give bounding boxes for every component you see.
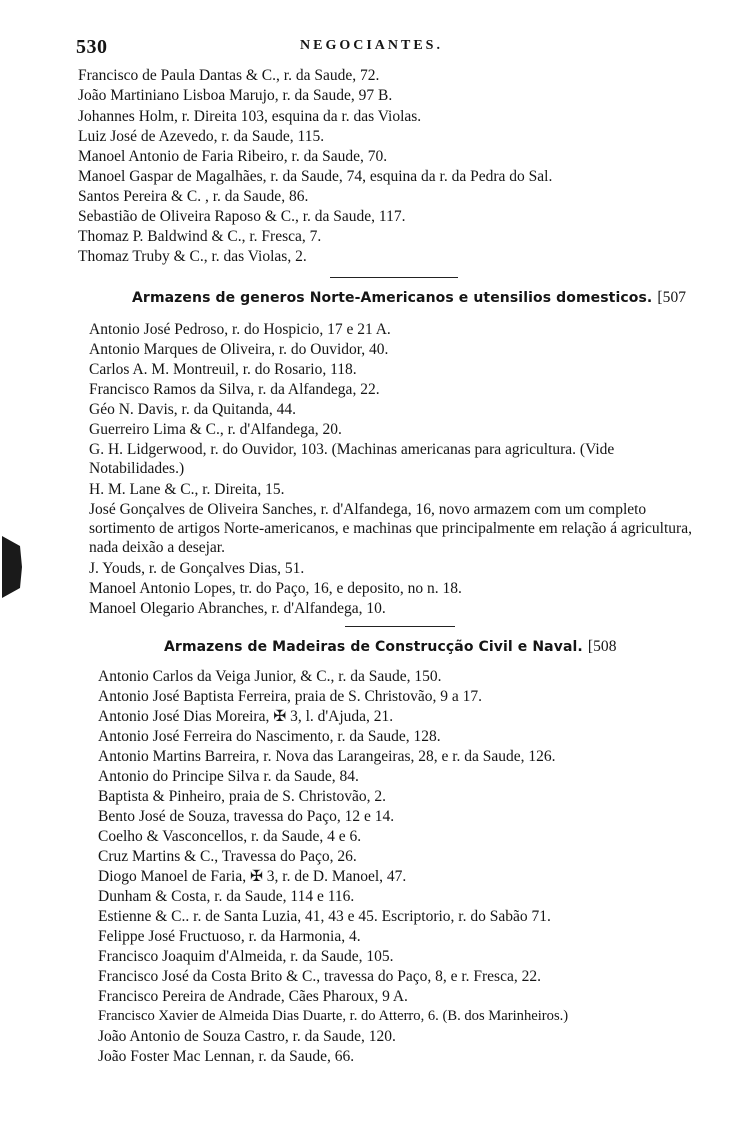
list-item: Carlos A. M. Montreuil, r. do Rosario, 118.: [89, 361, 357, 378]
list-item: João Martiniano Lisboa Marujo, r. da Saude, 97 B.: [78, 87, 393, 104]
list-item: Diogo Manoel de Faria, ✠ 3, r. de D. Manoel, 47.: [98, 868, 407, 885]
list-item: Manoel Olegario Abranches, r. d'Alfandega, 10.: [89, 600, 386, 617]
list-item: H. M. Lane & C., r. Direita, 15.: [89, 481, 285, 498]
section-heading-508: [164, 638, 617, 656]
list-item: Dunham & Costa, r. da Saude, 114 e 116.: [98, 888, 355, 905]
section-heading-text: Armazens de generos Norte-Americanos e utensilios domesticos.: [132, 290, 653, 306]
list-item: Antonio José Dias Moreira, ✠ 3, l. d'Ajuda, 21.: [98, 708, 394, 725]
running-head: NEGOCIANTES.: [300, 38, 443, 53]
list-item: J. Youds, r. de Gonçalves Dias, 51.: [89, 560, 305, 577]
list-item: Antonio José Pedroso, r. do Hospicio, 17 e 21 A.: [89, 321, 391, 338]
list-item: Antonio José Baptista Ferreira, praia de S. Christovão, 9 a 17.: [98, 688, 482, 705]
list-item: José Gonçalves de Oliveira Sanches, r. d'Alfandega, 16, novo armazem com um completo sortimento de artigos Norte-americanos, e machinas que principalmente em relação á agricultura, nada deixão a desejar.: [89, 501, 692, 556]
list-item: João Foster Mac Lennan, r. da Saude, 66.: [98, 1048, 355, 1065]
list-item: Bento José de Souza, travessa do Paço, 12 e 14.: [98, 808, 395, 825]
list-item: Antonio José Ferreira do Nascimento, r. da Saude, 128.: [98, 728, 441, 745]
page-number: 530: [76, 36, 108, 58]
list-item: Thomaz Truby & C., r. das Violas, 2.: [78, 248, 307, 265]
list-item: Antonio Carlos da Veiga Junior, & C., r. da Saude, 150.: [98, 668, 442, 685]
list-item: Cruz Martins & C., Travessa do Paço, 26.: [98, 848, 357, 865]
list-item: Sebastião de Oliveira Raposo & C., r. da Saude, 117.: [78, 208, 406, 225]
list-item: Estienne & C.. r. de Santa Luzia, 41, 43 e 45. Escriptorio, r. do Sabão 71.: [98, 908, 551, 925]
list-item: Francisco de Paula Dantas & C., r. da Saude, 72.: [78, 67, 380, 84]
section-heading-text: Armazens de Madeiras de Construcção Civil e Naval.: [164, 639, 583, 655]
list-item: Baptista & Pinheiro, praia de S. Christovão, 2.: [98, 788, 387, 805]
list-item: Francisco Ramos da Silva, r. da Alfandega, 22.: [89, 381, 380, 398]
list-item: Francisco Pereira de Andrade, Cães Pharoux, 9 A.: [98, 988, 408, 1005]
binding-shadow-mark: [0, 534, 24, 600]
list-item: Manoel Antonio Lopes, tr. do Paço, 16, e deposito, no n. 18.: [89, 580, 462, 597]
list-item: Antonio Martins Barreira, r. Nova das Larangeiras, 28, e r. da Saude, 126.: [98, 748, 556, 765]
list-item: Thomaz P. Baldwind & C., r. Fresca, 7.: [78, 228, 322, 245]
list-item: João Antonio de Souza Castro, r. da Saude, 120.: [98, 1028, 396, 1045]
list-item: Géo N. Davis, r. da Quitanda, 44.: [89, 401, 297, 418]
list-item: Coelho & Vasconcellos, r. da Saude, 4 e 6.: [98, 828, 362, 845]
list-item: Manoel Antonio de Faria Ribeiro, r. da Saude, 70.: [78, 148, 388, 165]
list-item: Guerreiro Lima & C., r. d'Alfandega, 20.: [89, 421, 342, 438]
list-item: Felippe José Fructuoso, r. da Harmonia, 4.: [98, 928, 361, 945]
list-item: Santos Pereira & C. , r. da Saude, 86.: [78, 188, 309, 205]
list-item: Johannes Holm, r. Direita 103, esquina da r. das Violas.: [78, 108, 422, 125]
list-item: G. H. Lidgerwood, r. do Ouvidor, 103. (Machinas americanas para agricultura. (Vide Notabilidades.): [89, 441, 615, 477]
section-ref: [508: [587, 638, 617, 655]
section-ref: [507: [657, 289, 687, 306]
list-item: Luiz José de Azevedo, r. da Saude, 115.: [78, 128, 325, 145]
list-item: Antonio Marques de Oliveira, r. do Ouvidor, 40.: [89, 341, 389, 358]
list-item: Manoel Gaspar de Magalhães, r. da Saude, 74, esquina da r. da Pedra do Sal.: [78, 168, 553, 185]
section-divider: [345, 626, 455, 627]
section-divider: [330, 277, 458, 278]
list-item: Antonio do Principe Silva r. da Saude, 84.: [98, 768, 359, 785]
list-item: Francisco Joaquim d'Almeida, r. da Saude, 105.: [98, 948, 394, 965]
list-item: Francisco Xavier de Almeida Dias Duarte, r. do Atterro, 6. (B. dos Marinheiros.): [98, 1008, 569, 1024]
list-item: Francisco José da Costa Brito & C., travessa do Paço, 8, e r. Fresca, 22.: [98, 968, 541, 985]
section-heading-507: [132, 289, 686, 307]
